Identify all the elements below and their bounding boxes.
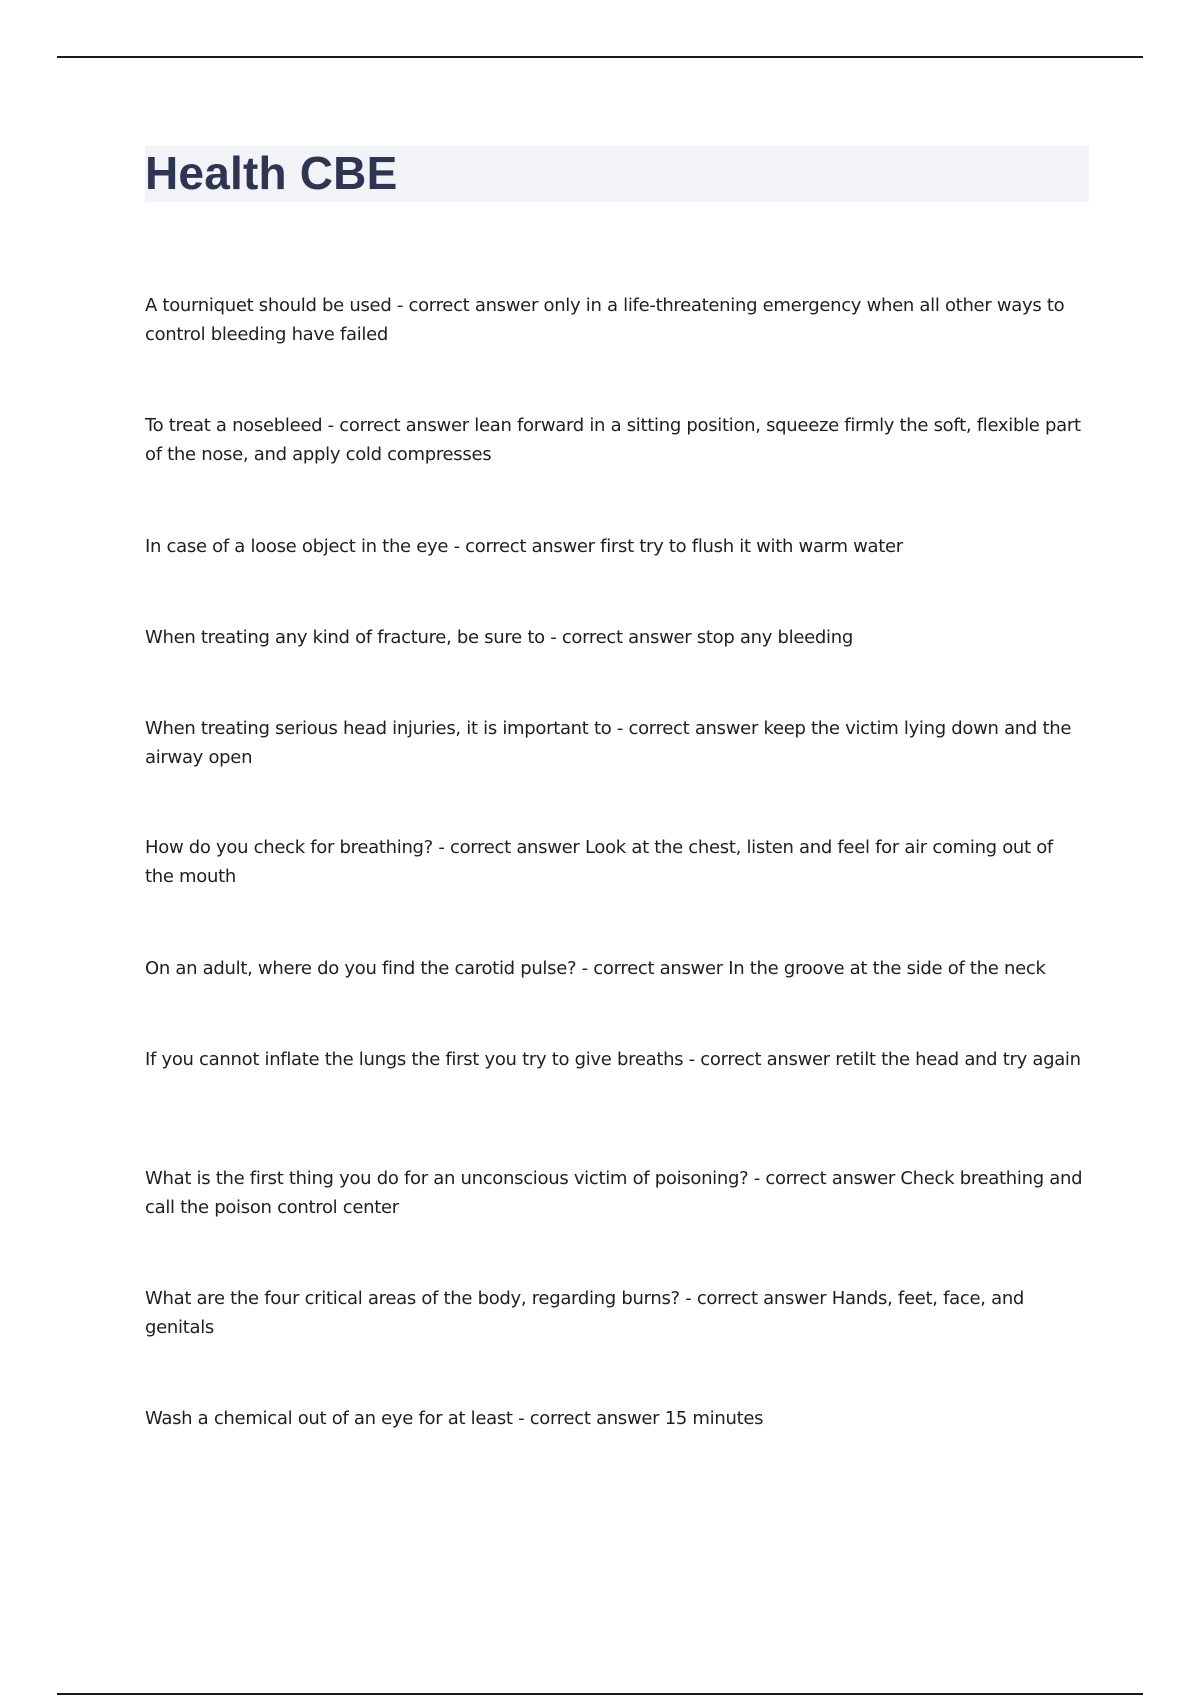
- document-title: Health CBE: [145, 147, 398, 199]
- top-rule: [57, 56, 1143, 58]
- qa-item: When treating serious head injuries, it is important to - correct answer keep the victim lying down and the airway open: [145, 718, 1072, 768]
- bottom-rule: [57, 1693, 1143, 1695]
- qa-item: A tourniquet should be used - correct answer only in a life-threatening emergency when all other ways to control bleeding have failed: [145, 295, 1065, 345]
- qa-item: What are the four critical areas of the body, regarding burns? - correct answer Hands, feet, face, and genitals: [145, 1288, 1025, 1338]
- qa-item: In case of a loose object in the eye - correct answer first try to flush it with warm water: [145, 536, 903, 557]
- qa-item: Wash a chemical out of an eye for at least - correct answer 15 minutes: [145, 1408, 764, 1429]
- qa-item: When treating any kind of fracture, be sure to - correct answer stop any bleeding: [145, 627, 853, 648]
- qa-item: On an adult, where do you find the carotid pulse? - correct answer In the groove at the side of the neck: [145, 958, 1046, 979]
- qa-item: If you cannot inflate the lungs the first you try to give breaths - correct answer retilt the head and try again: [145, 1049, 1081, 1070]
- qa-item: How do you check for breathing? - correct answer Look at the chest, listen and feel for air coming out of the mouth: [145, 837, 1053, 887]
- qa-item: What is the first thing you do for an unconscious victim of poisoning? - correct answer Check breathing and call the poison control center: [145, 1168, 1083, 1218]
- qa-item: To treat a nosebleed - correct answer lean forward in a sitting position, squeeze firmly the soft, flexible part of the nose, and apply cold compresses: [145, 415, 1081, 465]
